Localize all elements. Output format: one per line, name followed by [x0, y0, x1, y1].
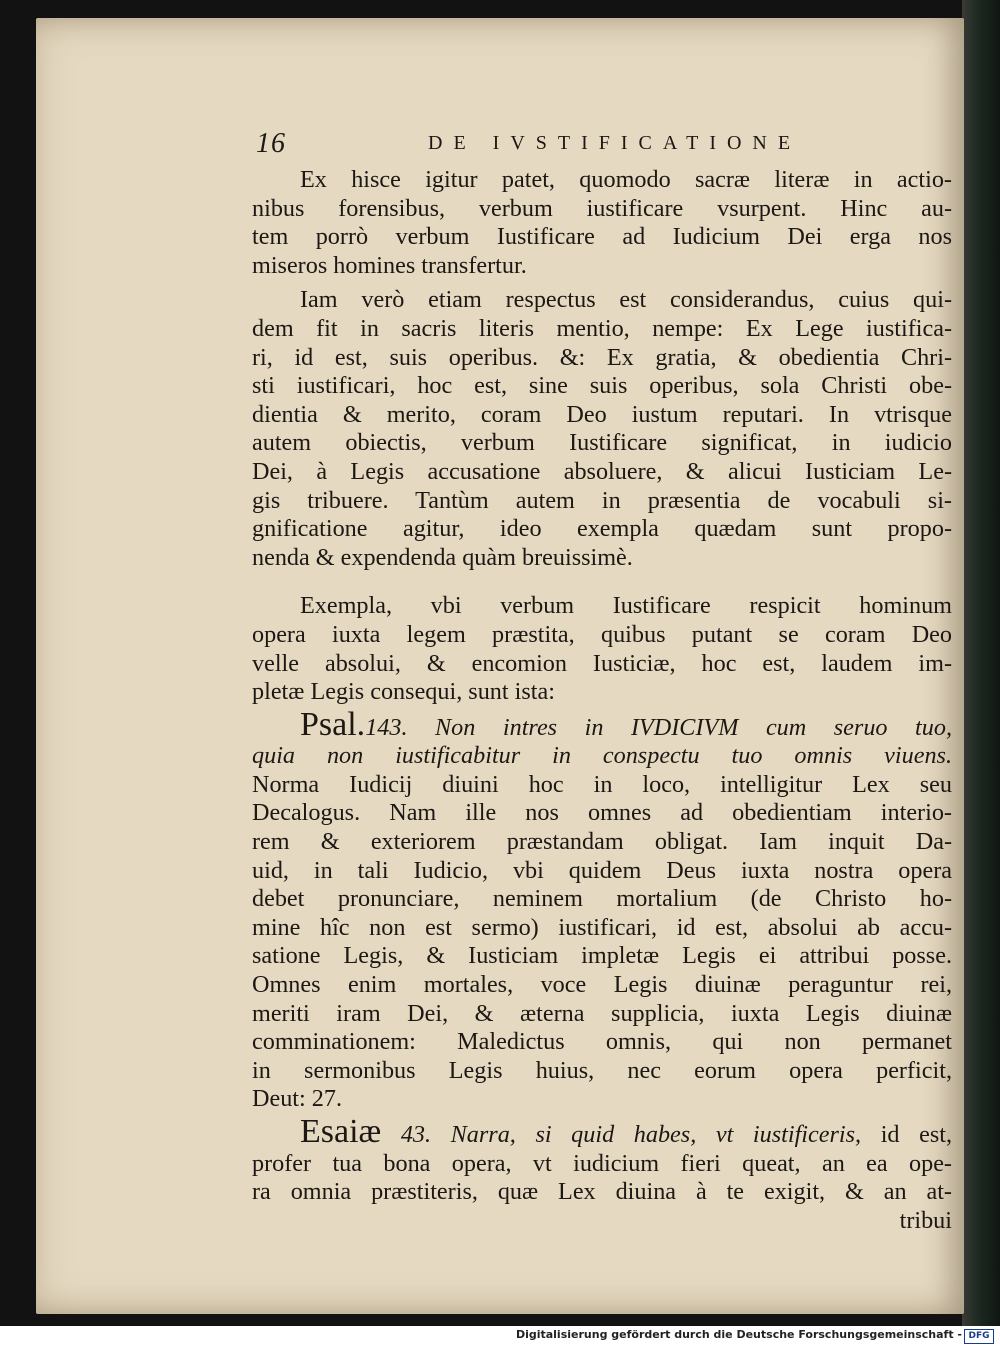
text-line: meriti iram Dei, & æterna supplicia, iuxta Legis diuinæ	[252, 999, 952, 1027]
text-line: autem obiectis, verbum Iustificare significat, in iudicio	[252, 429, 952, 457]
text-line: profer tua bona opera, vt iudicium fieri queat, an ea ope-	[252, 1149, 952, 1177]
running-head: DE IVSTIFICATIONE	[428, 132, 802, 154]
page-number: 16	[256, 128, 286, 159]
text-line: mine hîc non est sermo) iustificari, id est, absolui ab accu-	[252, 913, 952, 941]
scripture-quote: quia non iustificabitur in conspectu tuo omnis viuens.	[252, 742, 952, 770]
text-line: satione Legis, & Iusticiam impletæ Legis ei attribui posse.	[252, 942, 952, 970]
text-line: Ex hisce igitur patet, quomodo sacræ literæ in actio-	[300, 166, 952, 193]
text-line: dientia & merito, coram Deo iustum reputari. In vtrisque	[252, 400, 952, 428]
text-line: gnificatione agitur, ideo exempla quædam sunt propo-	[252, 515, 952, 543]
text-line: nenda & expendenda quàm breuissimè.	[252, 543, 633, 571]
text-line: ri, id est, suis operibus. &: Ex gratia, & obedientia Chri-	[252, 343, 952, 371]
citation-initial: Psal.	[300, 705, 366, 743]
text-line: rem & exteriorem præstandam obligat. Iam inquit Da-	[252, 828, 952, 856]
text-fragment: id est,	[880, 1121, 953, 1148]
text-line: miseros homines transfertur.	[252, 251, 527, 279]
paragraph-esaiae-43	[252, 1113, 953, 1235]
text-line: sti iustificari, hoc est, sine suis operibus, sola Christi obe-	[252, 372, 952, 400]
citation-initial: Esaiæ	[300, 1113, 382, 1150]
text-line: Omnes enim mortales, voce Legis diuinæ peraguntur rei,	[252, 971, 952, 999]
paragraph-2	[252, 286, 952, 572]
text-line: pletæ Legis consequi, sunt ista:	[252, 678, 555, 706]
text-line: velle absolui, & encomion Iusticiæ, hoc est, laudem im-	[252, 649, 952, 677]
text-line: in sermonibus Legis huius, nec eorum opera perficit,	[252, 1056, 952, 1084]
text-line: tem porrò verbum Iustificare ad Iudicium Dei erga nos	[252, 223, 952, 251]
text-line: opera iuxta legem præstita, quibus putant se coram Deo	[252, 620, 952, 648]
text-line	[252, 1113, 953, 1150]
text-line: uid, in tali Iudicio, vbi quidem Deus iuxta nostra opera	[252, 856, 952, 884]
scripture-quote: 43. Narra, si quid habes, vt iustificeris,	[400, 1121, 862, 1148]
text-line: Dei, à Legis accusatione absoluere, & alicui Iusticiam Le-	[252, 457, 952, 485]
funding-credit: Digitalisierung gefördert durch die Deutsche Forschungsgemeinschaft -	[515, 1328, 962, 1341]
text-line: nibus forensibus, verbum iustificare vsurpent. Hinc au-	[252, 194, 952, 222]
text-line: Decalogus. Nam ille nos omnes ad obedientiam interio-	[252, 799, 952, 827]
text-line	[252, 705, 952, 743]
paragraph-1	[252, 166, 952, 280]
catchword: tribui	[899, 1206, 952, 1234]
paragraph-psalm-143	[252, 705, 952, 1114]
text-line: comminationem: Maledictus omnis, qui non permanet	[252, 1028, 952, 1056]
text-line: debet pronunciare, neminem mortalium (de Christo ho-	[252, 885, 952, 913]
paragraph-3	[252, 592, 952, 706]
scripture-quote: 143. Non intres in IVDICIVM cum seruo tuo,	[365, 713, 952, 741]
book-page	[36, 18, 964, 1314]
text-line: Deut: 27.	[252, 1085, 343, 1113]
text-line: gis tribuere. Tantùm autem in præsentia de vocabuli si-	[252, 486, 952, 514]
book-edge	[962, 0, 1000, 1326]
footer-bar	[0, 1326, 1000, 1346]
text-line: Norma Iudicij diuini hoc in loco, intelligitur Lex seu	[252, 770, 952, 798]
text-line: ra omnia præstiteris, quæ Lex diuina à te exigit, & an at-	[252, 1178, 952, 1206]
text-line: Iam verò etiam respectus est considerandus, cuius qui-	[300, 286, 952, 314]
page-header	[252, 128, 952, 166]
dfg-logo-icon: DFG	[964, 1329, 994, 1344]
text-line: dem fit in sacris literis mentio, nempe: Ex Lege iustifica-	[252, 314, 952, 342]
text-line: Exempla, vbi verbum Iustificare respicit hominum	[300, 592, 952, 620]
page-content	[252, 128, 952, 1235]
